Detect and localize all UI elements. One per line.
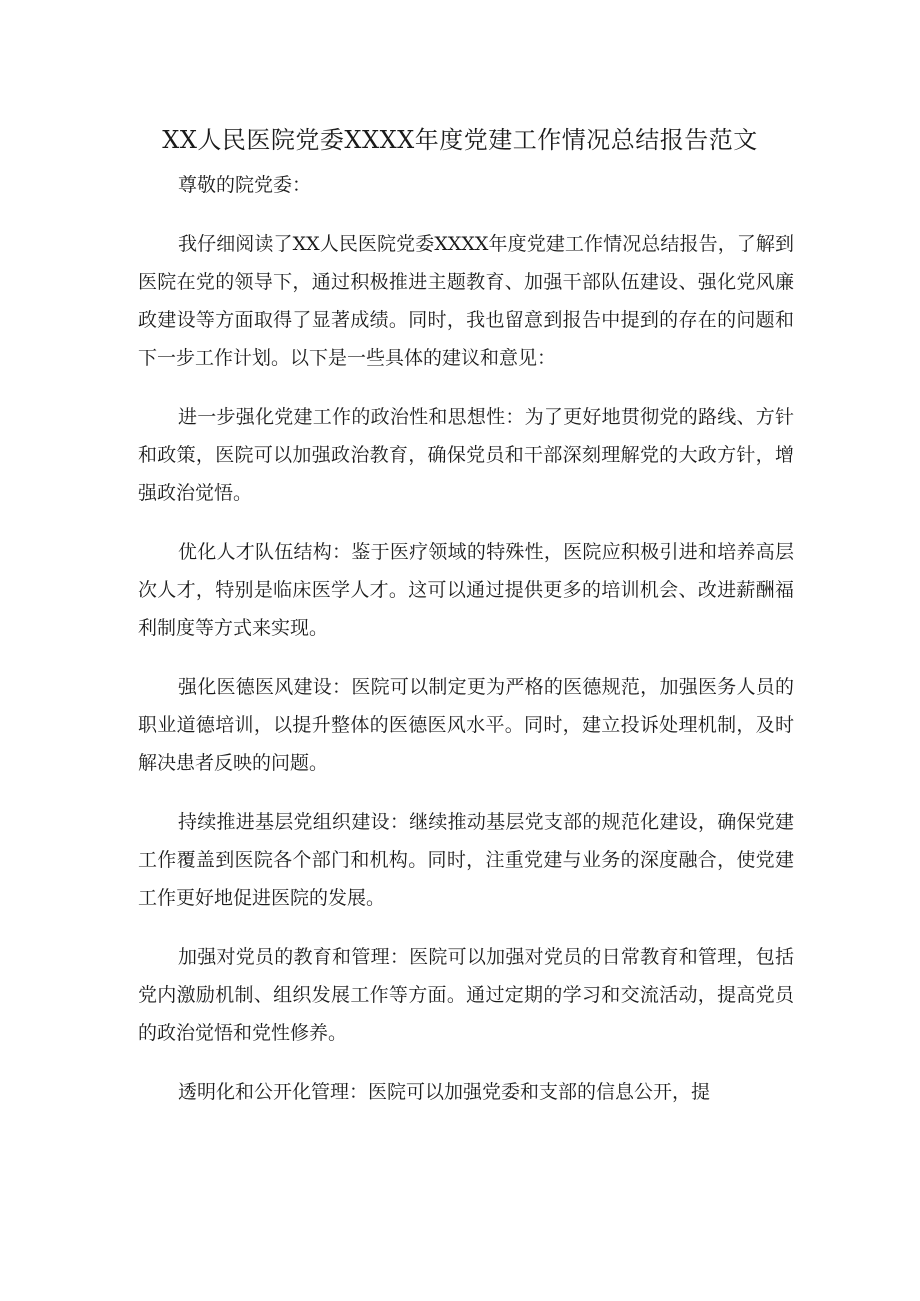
- document-body: [138, 166, 794, 1132]
- paragraph-medical-ethics: 强化医德医风建设：医院可以制定更为严格的医德规范，加强医务人员的职业道德培训，以提升整体的医德医风水平。同时，建立投诉处理机制，及时解决患者反映的问题。: [138, 676, 794, 774]
- paragraph-intro: 我仔细阅读了XX人民医院党委XXXX年度党建工作情况总结报告，了解到医院在党的领导下，通过积极推进主题教育、加强干部队伍建设、强化党风廉政建设等方面取得了显著成绩。同时，我也留意到报告中提到的存在的问题和下一步工作计划。以下是一些具体的建议和意见：: [138, 233, 794, 369]
- paragraph-talent-structure: 优化人才队伍结构：鉴于医疗领域的特殊性，医院应积极引进和培养高层次人才，特别是临床医学人才。这可以通过提供更多的培训机会、改进薪酬福利制度等方式来实现。: [138, 541, 794, 639]
- paragraph-transparency: 透明化和公开化管理：医院可以加强党委和支部的信息公开，提: [178, 1081, 711, 1103]
- paragraph-member-education: 加强对党员的教育和管理：医院可以加强对党员的日常教育和管理，包括党内激励机制、组织发展工作等方面。通过定期的学习和交流活动，提高党员的政治觉悟和党性修养。: [138, 946, 794, 1044]
- paragraph-grassroots-organization: 持续推进基层党组织建设：继续推动基层党支部的规范化建设，确保党建工作覆盖到医院各个部门和机构。同时，注重党建与业务的深度融合，使党建工作更好地促进医院的发展。: [138, 811, 794, 909]
- paragraph-political-ideology: 进一步强化党建工作的政治性和思想性：为了更好地贯彻党的路线、方针和政策，医院可以加强政治教育，确保党员和干部深刻理解党的大政方针，增强政治觉悟。: [138, 406, 794, 504]
- salutation: 尊敬的院党委：: [178, 174, 312, 196]
- document-title: XX人民医院党委XXXX年度党建工作情况总结报告范文: [162, 126, 758, 154]
